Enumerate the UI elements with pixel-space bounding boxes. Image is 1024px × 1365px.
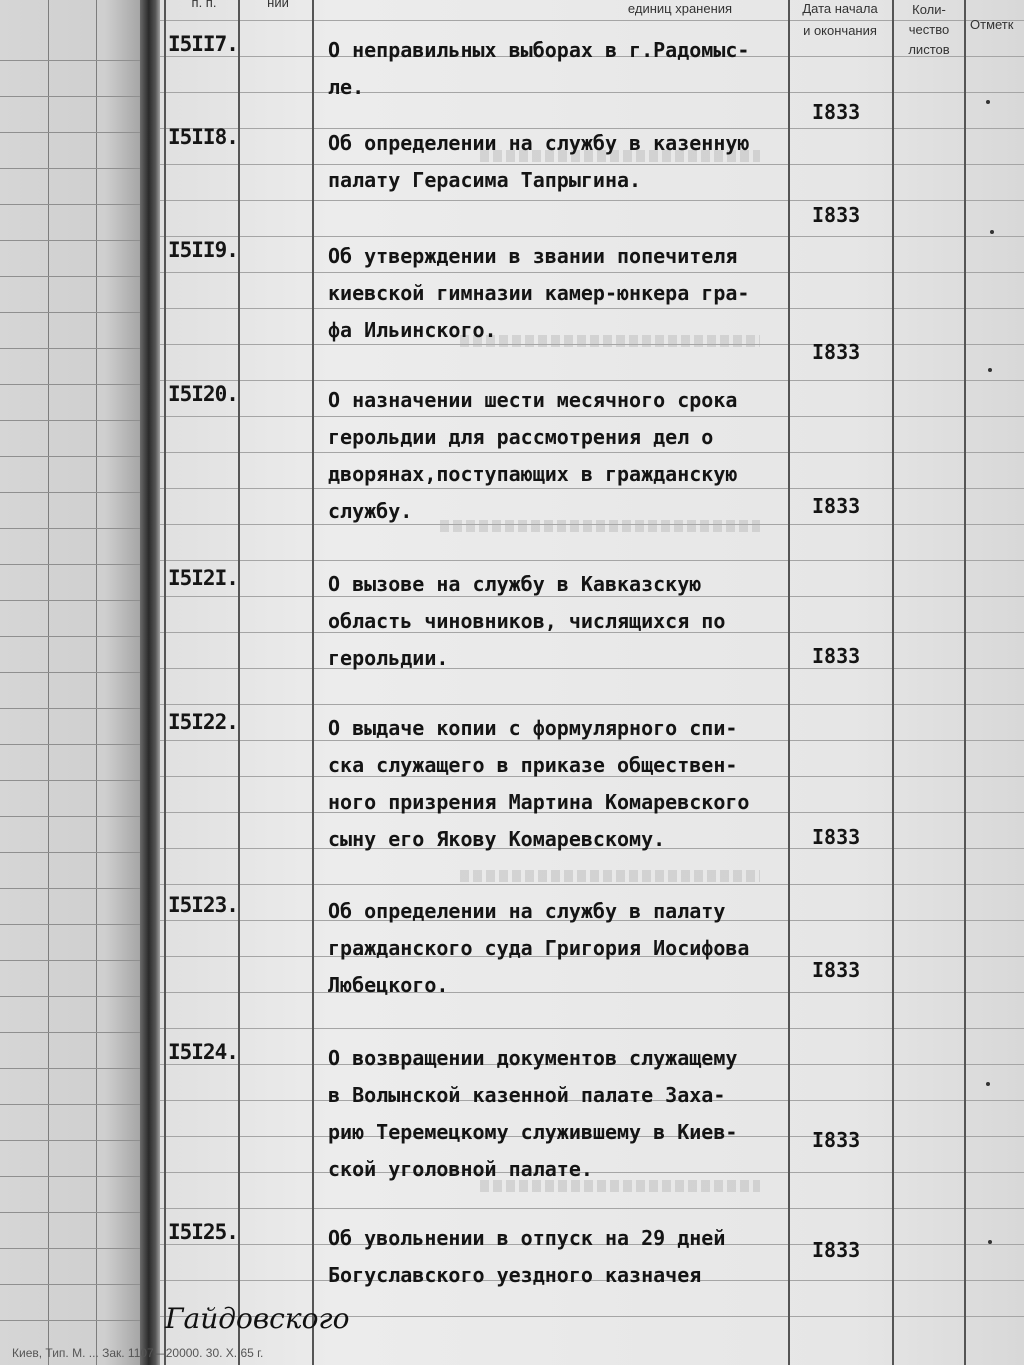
header-prev: нии xyxy=(267,0,289,10)
record-number: I5I25. xyxy=(168,1220,238,1244)
record-year: I833 xyxy=(812,644,861,668)
record-title: О назначении шести месячного срока герольдии для рассмотрения дел о дворянах,поступающих в гражданскую службу. xyxy=(328,388,738,523)
record-number: I5II9. xyxy=(168,238,238,262)
record-title: Об определении на службу в казенную палату Герасима Тапрыгина. xyxy=(328,131,750,192)
header-num: п. п. xyxy=(191,0,217,10)
record-year: I833 xyxy=(812,1128,861,1152)
record-year: I833 xyxy=(812,494,861,518)
record-year: I833 xyxy=(812,825,861,849)
record-year: I833 xyxy=(812,1238,861,1262)
record-number: I5II8. xyxy=(168,125,238,149)
printer-footer: Киев, Тип. М. ... Зак. 1107—20000. 30. X. 65 г. xyxy=(12,1346,264,1360)
mark-dot xyxy=(988,1240,992,1244)
left-page xyxy=(0,0,150,1365)
record-title: О возвращении документов служащему в Волынской казенной палате Заха- рию Теремецкому служившему в Киев- ской уголовной палате. xyxy=(328,1046,738,1181)
mark-dot xyxy=(986,1082,990,1086)
document-page xyxy=(160,0,1024,1365)
handwritten-name: Гайдовского xyxy=(165,1302,350,1335)
record-year: I833 xyxy=(812,340,861,364)
header-dates: Дата начала и окончания xyxy=(802,1,878,38)
record-title: Об утверждении в звании попечителя киевской гимназии камер-юнкера гра- фа Ильинского. xyxy=(328,244,750,342)
record-year: I833 xyxy=(812,100,861,124)
record-year: I833 xyxy=(812,203,861,227)
mark-dot xyxy=(988,368,992,372)
record-title: Об определении на службу в палату гражданского суда Григория Иосифова Любецкого. xyxy=(328,899,750,997)
header-sheets: Коли- чество листов xyxy=(908,2,950,57)
record-year: I833 xyxy=(812,958,861,982)
record-number: I5I2I. xyxy=(168,566,238,590)
record-title: Об увольнении в отпуск на 29 дней Богуславского уездного казначея xyxy=(328,1226,726,1287)
record-number: I5I23. xyxy=(168,893,238,917)
record-number: I5I22. xyxy=(168,710,238,734)
book-gutter xyxy=(140,0,162,1365)
record-title: О выдаче копии с формулярного спи- ска служащего в приказе обществен- ного призрения Мартина Комаревского сыну его Якову Комаревскому. xyxy=(328,716,750,851)
record-title: О неправильных выборах в г.Радомыс- ле. xyxy=(328,38,750,99)
mark-dot xyxy=(990,230,994,234)
mark-dot xyxy=(986,100,990,104)
record-title: О вызове на службу в Кавказскую область чиновников, числящихся по герольдии. xyxy=(328,572,726,670)
record-number: I5I20. xyxy=(168,382,238,406)
record-number: I5II7. xyxy=(168,32,238,56)
record-number: I5I24. xyxy=(168,1040,238,1064)
header-marks: Отметк xyxy=(970,17,1014,32)
header-storage: единиц хранения xyxy=(627,1,733,16)
